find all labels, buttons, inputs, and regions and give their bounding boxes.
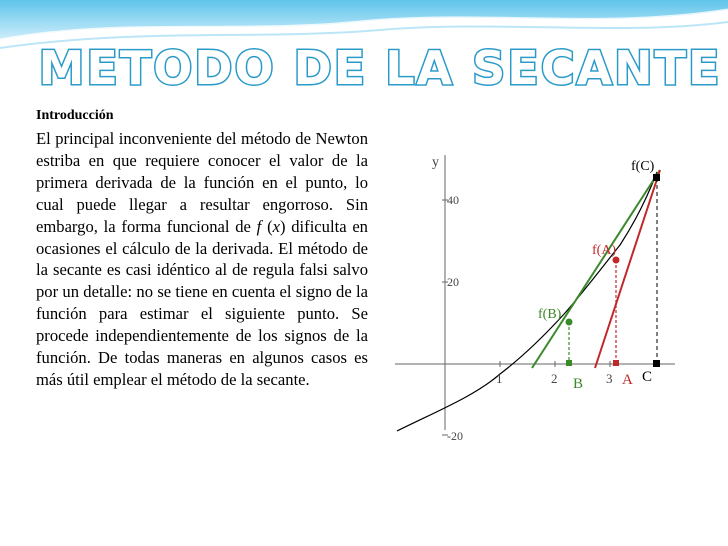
- x-tick-2: 2: [551, 371, 558, 386]
- body-paragraph: [36, 128, 368, 391]
- label-fC: f(C): [631, 159, 655, 174]
- point-fC: [653, 174, 660, 181]
- slide-title-text: METODO DE LA SECANTE: [38, 41, 722, 95]
- function-curve: [397, 172, 657, 431]
- y-tick-40: 40: [447, 193, 459, 207]
- body-text-part3: ) dificulta en ocasiones el cálculo de la derivada. El método de la secante es casi idéntico al de regula falsi salvo por un detalle: no se tiene en cuenta el signo de la función para estimar el siguiente punto. Se procede independientemente de los signos de la función. De todas maneras en algunos casos es más útil emplear el método de la secante.: [36, 216, 368, 389]
- point-fB: [566, 319, 573, 326]
- y-tick-20: 20: [447, 275, 459, 289]
- y-axis-label: y: [432, 155, 439, 170]
- label-fB: f(B): [538, 307, 562, 322]
- body-text-part1: El principal inconveniente del método de Newton estriba en que requiere conocer el valor de la primera derivada de la función en el punto, lo cual puede llegar a resultar engorroso. Sin embargo, la forma funcional de: [36, 129, 368, 236]
- label-fA: f(A): [592, 243, 617, 258]
- function-symbol: f: [256, 216, 262, 236]
- variable-symbol: x: [272, 216, 280, 236]
- label-C: C: [642, 369, 653, 385]
- label-A: A: [622, 372, 633, 388]
- secant-method-graph: [395, 150, 675, 443]
- slide-title: [40, 38, 720, 98]
- secant-line-green: [532, 170, 660, 368]
- section-heading: Introducción: [36, 108, 114, 123]
- point-B: [566, 360, 572, 366]
- point-C: [653, 360, 660, 367]
- x-tick-3: 3: [606, 371, 613, 386]
- secant-line-red: [595, 170, 660, 368]
- x-tick-1: 1: [496, 371, 503, 386]
- y-tick-minus20: -20: [447, 429, 463, 443]
- label-B: B: [573, 376, 584, 392]
- point-A: [613, 360, 619, 366]
- body-text-part2: (: [261, 216, 273, 236]
